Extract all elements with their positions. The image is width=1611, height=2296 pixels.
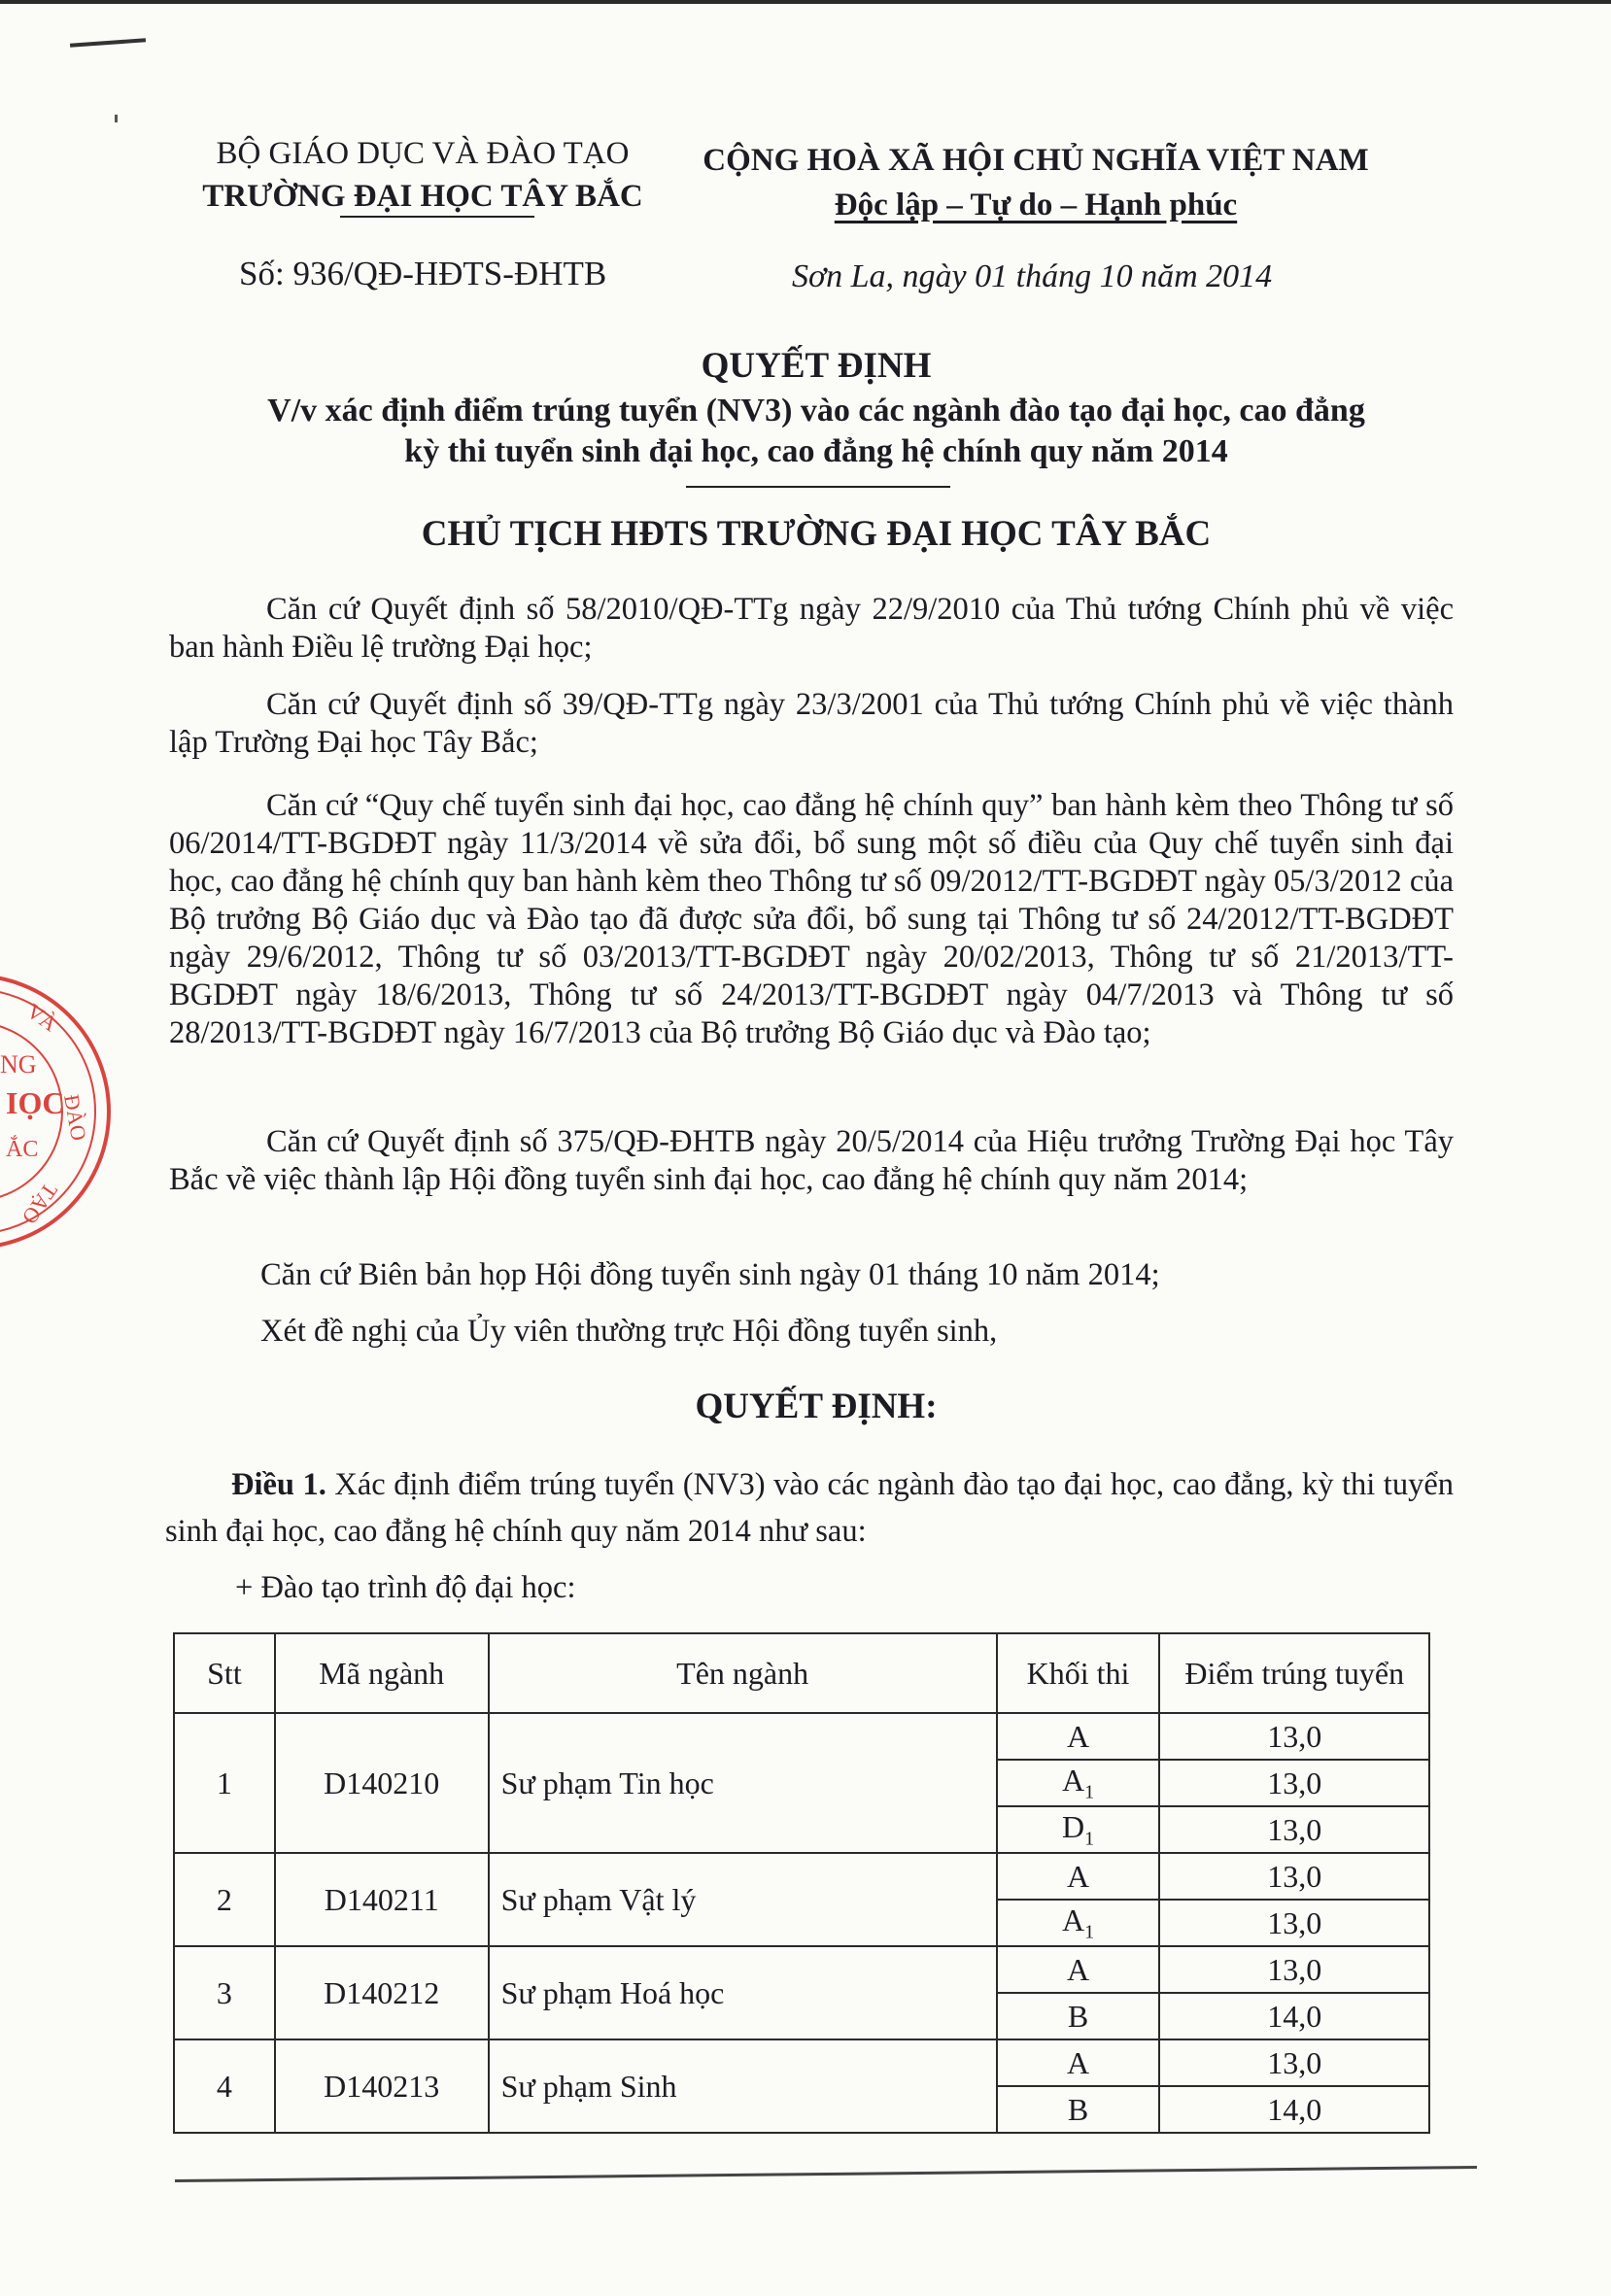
document-number: Số: 936/QĐ-HĐTS-ĐHTB bbox=[239, 255, 607, 292]
table-row bbox=[174, 2039, 1429, 2086]
cell-score: 13,0 bbox=[1159, 1760, 1429, 1806]
header-name: Tên ngành bbox=[489, 1633, 997, 1713]
block-letter: A bbox=[1066, 2044, 1090, 2080]
cell-code: D140210 bbox=[275, 1713, 489, 1853]
cell-name: Sư phạm Hoá học bbox=[489, 1946, 997, 2039]
cell-block bbox=[997, 1946, 1160, 1993]
header-block: Khối thi bbox=[997, 1633, 1160, 1713]
cell-code: D140212 bbox=[275, 1946, 489, 2039]
decision-heading: QUYẾT ĐỊNH: bbox=[695, 1387, 938, 1426]
ministry-name: BỘ GIÁO DỤC VÀ ĐÀO TẠO bbox=[216, 136, 630, 171]
cell-score: 13,0 bbox=[1159, 1806, 1429, 1853]
preamble-paragraph-6: Xét đề nghị của Ủy viên thường trực Hội đồng tuyển sinh, bbox=[260, 1314, 998, 1349]
block-subscript: 1 bbox=[1084, 1921, 1095, 1943]
title-subject-line-1: V/v xác định điểm trúng tuyển (NV3) vào các ngành đào tạo đại học, cao đẳng bbox=[267, 393, 1365, 428]
cell-block bbox=[997, 1760, 1160, 1806]
table-row bbox=[174, 1713, 1429, 1760]
red-seal-stamp bbox=[0, 966, 120, 1257]
title-rule bbox=[686, 486, 950, 488]
preamble-paragraph-4: Căn cứ Quyết định số 375/QĐ-ĐHTB ngày 20/5/2014 của Hiệu trưởng Trường Đại học Tây Bắc về việc thành lập Hội đồng tuyển sinh đại học, cao đẳng hệ chính quy năm 2014; bbox=[169, 1124, 1454, 1197]
block-subscript: 1 bbox=[1084, 1828, 1095, 1850]
cell-score: 13,0 bbox=[1159, 1853, 1429, 1900]
cell-block bbox=[997, 1853, 1160, 1900]
cell-block bbox=[997, 1806, 1160, 1853]
document-title bbox=[185, 342, 1448, 472]
cell-code: D140213 bbox=[275, 2039, 489, 2133]
preamble-paragraph-2: Căn cứ Quyết định số 39/QĐ-TTg ngày 23/3/2001 của Thủ tướng Chính phủ về việc thành lập Trường Đại học Tây Bắc; bbox=[169, 687, 1454, 760]
cell-score: 13,0 bbox=[1159, 1900, 1429, 1946]
place-date: Sơn La, ngày 01 tháng 10 năm 2014 bbox=[792, 258, 1273, 294]
cell-score: 14,0 bbox=[1159, 1993, 1429, 2039]
university-name: TRƯỜNG ĐẠI HỌC TÂY BẮC bbox=[202, 179, 643, 214]
seal-text: TẠO bbox=[17, 1179, 63, 1229]
cell-block bbox=[997, 2086, 1160, 2133]
block-letter: A bbox=[1066, 1858, 1090, 1894]
block-letter: B bbox=[1067, 2091, 1089, 2127]
republic-name: CỘNG HOÀ XÃ HỘI CHỦ NGHĨA VIỆT NAM bbox=[703, 143, 1369, 178]
cell-block bbox=[997, 1900, 1160, 1946]
table-body bbox=[174, 1713, 1429, 2133]
seal-text: NG bbox=[0, 1050, 37, 1079]
scan-mark bbox=[70, 38, 146, 47]
article-1 bbox=[165, 1461, 1454, 1555]
seal-text: IỌC bbox=[6, 1085, 65, 1120]
preamble-paragraph-1: Căn cứ Quyết định số 58/2010/QĐ-TTg ngày 22/9/2010 của Thủ tướng Chính phủ về việc ban hành Điều lệ trường Đại học; bbox=[169, 592, 1454, 665]
cell-stt: 4 bbox=[174, 2039, 275, 2133]
university-underline bbox=[340, 216, 534, 218]
block-letter: B bbox=[1067, 1998, 1089, 2034]
header-left bbox=[194, 132, 651, 218]
preamble-paragraph-5: Căn cứ Biên bản họp Hội đồng tuyển sinh ngày 01 tháng 10 năm 2014; bbox=[260, 1257, 1160, 1292]
cell-name: Sư phạm Sinh bbox=[489, 2039, 997, 2133]
block-letter: A bbox=[1061, 1762, 1085, 1798]
block-subscript: 1 bbox=[1084, 1781, 1095, 1803]
header-code: Mã ngành bbox=[275, 1633, 489, 1713]
table-row bbox=[174, 1853, 1429, 1900]
bottom-stroke bbox=[175, 2166, 1477, 2182]
header-right bbox=[696, 138, 1376, 227]
cell-block bbox=[997, 1713, 1160, 1760]
table-row bbox=[174, 1946, 1429, 1993]
cell-stt: 3 bbox=[174, 1946, 275, 2039]
national-motto: Độc lập – Tự do – Hạnh phúc bbox=[834, 188, 1238, 223]
seal-text: ĐÀO bbox=[59, 1092, 91, 1143]
cell-block bbox=[997, 2039, 1160, 2086]
article-label: Điều 1. bbox=[231, 1467, 326, 1502]
cell-stt: 2 bbox=[174, 1853, 275, 1946]
preamble-paragraph-3: Căn cứ “Quy chế tuyển sinh đại học, cao đẳng hệ chính quy” ban hành kèm theo Thông tư số 06/2014/TT-BGDĐT ngày 11/3/2014 về sửa đổi, bổ sung một số điều của Quy chế tuyển sinh đại học, cao đẳng hệ chính quy ban hành kèm theo Thông tư số 09/2012/TT-BGDĐT ngày 05/3/2012 của Bộ trưởng Bộ Giáo dục và Đào tạo đã được sửa đổi, bổ sung tại Thông tư số 24/2012/TT-BGDĐT ngày 29/6/2012, Thông tư số 03/2013/TT-BGDĐT ngày 20/02/2013, Thông tư số 21/2013/TT-BGDĐT ngày 18/6/2013, Thông tư số 24/2013/TT-BGDĐT ngày 04/7/2013 và Thông tư số 28/2013/TT-BGDĐT ngày 16/7/2013 của Bộ trưởng Bộ Giáo dục và Đào tạo; bbox=[169, 788, 1454, 1050]
title-main: QUYẾT ĐỊNH bbox=[701, 346, 932, 386]
admission-table bbox=[173, 1632, 1430, 2134]
scan-dot bbox=[115, 115, 118, 122]
cell-score: 14,0 bbox=[1159, 2086, 1429, 2133]
page-top-edge bbox=[0, 0, 1611, 4]
issuer-title: CHỦ TỊCH HĐTS TRƯỜNG ĐẠI HỌC TÂY BẮC bbox=[421, 514, 1212, 554]
cell-stt: 1 bbox=[174, 1713, 275, 1853]
cell-block bbox=[997, 1993, 1160, 2039]
cell-score: 13,0 bbox=[1159, 1946, 1429, 1993]
seal-text: VÀ bbox=[22, 998, 62, 1037]
block-letter: A bbox=[1061, 1902, 1085, 1937]
article-text: Xác định điểm trúng tuyển (NV3) vào các ngành đào tạo đại học, cao đẳng, kỳ thi tuyển sinh đại học, cao đẳng hệ chính quy năm 2014 như sau: bbox=[165, 1467, 1454, 1549]
block-letter: D bbox=[1061, 1808, 1085, 1844]
seal-text: ẮC bbox=[6, 1137, 39, 1162]
cell-name: Sư phạm Tin học bbox=[489, 1713, 997, 1853]
cell-score: 13,0 bbox=[1159, 2039, 1429, 2086]
cell-code: D140211 bbox=[275, 1853, 489, 1946]
block-letter: A bbox=[1066, 1951, 1090, 1987]
header-stt: Stt bbox=[174, 1633, 275, 1713]
cell-name: Sư phạm Vật lý bbox=[489, 1853, 997, 1946]
cell-score: 13,0 bbox=[1159, 1713, 1429, 1760]
sub-heading: + Đào tạo trình độ đại học: bbox=[235, 1570, 576, 1605]
table-header-row bbox=[174, 1633, 1429, 1713]
block-letter: A bbox=[1066, 1718, 1090, 1754]
header-score: Điểm trúng tuyển bbox=[1159, 1633, 1429, 1713]
title-subject-line-2: kỳ thi tuyển sinh đại học, cao đẳng hệ chính quy năm 2014 bbox=[404, 433, 1228, 469]
